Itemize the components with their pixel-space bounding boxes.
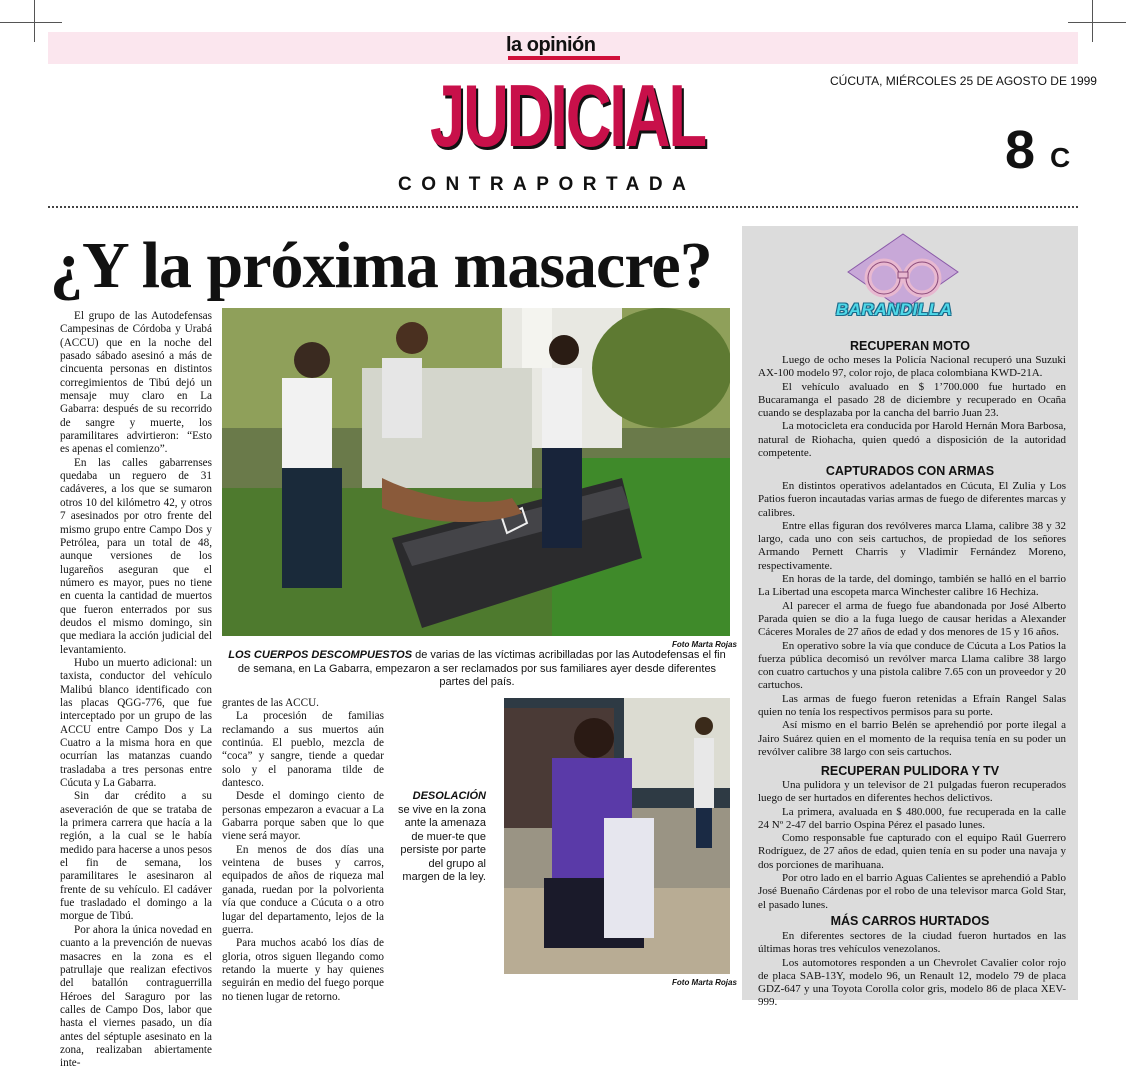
paragraph: Sin dar crédito a su aseveración de que se trataba de la primera carrera que hacía a la región, a la cual se le había medido para hacerse a unos pesos el fin de semana, los paramilitares le asesinaron al frente de su vehículo. El cadáver fue trasladado el domingo a la morgue de Tibú.: [60, 790, 212, 923]
paragraph: Hubo un muerto adicional: un taxista, conductor del vehículo Malibú blanco identificado con las placas QGG-776, que fue interceptado por un grupo de las ACCU entre Campo Dos y La Cuatro a la misma hora en que ocurrían las matanzas cuando trasladaba a tres personas entre Cúcuta y La Gabarra.: [60, 656, 212, 790]
paragraph: Por ahora la única novedad en cuanto a la prevención de nuevas masacres en la zona es el patrullaje que realizan efectivos del batallón contraguerrilla Héroes del Saraguro por las calles de Campo Dos, labor que hasta el viernes pasado, un día antes del séptuple asesinato en la zona, realizaban abiertamente inte-: [60, 923, 212, 1070]
caption-lead: LOS CUERPOS DESCOMPUESTOS: [228, 649, 413, 661]
logo-underline: [508, 56, 620, 60]
header-divider: [48, 206, 1078, 208]
secondary-photo: [504, 698, 730, 974]
paragraph: La motocicleta era conducida por Harold Hernán Mora Barbosa, natural de Riohacha, quien quedó a disposición de la autoridad competente.: [758, 420, 1066, 460]
dateline: CÚCUTA, MIÉRCOLES 25 DE AGOSTO DE 1999: [830, 74, 1097, 88]
paragraph: Desde el domingo ciento de personas empezaron a evacuar a La Gabarra porque saben que lo que viene será mayor.: [222, 790, 384, 843]
paragraph: En distintos operativos adelantados en Cúcuta, El Zulia y Los Patios fueron incautadas varias armas de fuego de diferentes marcas y calibres.: [758, 480, 1066, 519]
paragraph: Luego de ocho meses la Policía Nacional recuperó una Suzuki AX-100 modelo 97, color rojo, de placa colombiana KWD-21A.: [758, 354, 1066, 380]
paragraph: Los automotores responden a un Chevrolet Cavalier color rojo de placa SAB-13Y, modelo 96, un Renault 12, modelo 79 de placa GDZ-647 y una Toyota Corolla color gris, modelo 86 de placa XEV-999.: [758, 956, 1066, 1009]
sidebar-section-2: [758, 480, 1066, 759]
paragraph: grantes de las ACCU.: [222, 697, 319, 709]
article-column-1: [60, 310, 212, 1071]
photo-credit: Foto Marta Rojas: [672, 978, 737, 987]
main-photo: [222, 308, 730, 636]
paragraph: La procesión de familias reclamando a sus muertos aún continúa. El pueblo, mezcla de “coca” y sangre, tiende a quedar solo y el panorama tilde de dantesco.: [222, 710, 384, 790]
crop-mark: [0, 22, 62, 23]
caption-lead: DESOLACIÓN: [412, 790, 486, 802]
paragraph: En las calles gabarrenses quedaba un reguero de 31 cadáveres, a los que se sumaron otros 10 del kilómetro 42, y otros 7 asesinados por otro frente del mismo grupo entre Campo Dos y Petrólea, para un total de 48, aunque versiones de los lugareños aseguran que el número es mayor, pues no tiene en cuenta la cantidad de muertos que fueron enterrados por sus deudos el mismo domingo, sin que mediara la acción judicial del levantamiento.: [60, 456, 212, 656]
crop-mark: [1068, 22, 1126, 23]
crop-mark: [1092, 0, 1093, 42]
paragraph: Las armas de fuego fueron retenidas a Efraín Rangel Salas quien no tenía los respectivos permisos para su porte.: [758, 692, 1066, 719]
paragraph: Para muchos acabó los días de gloria, otros siguen llegando como retando la muerte y hay quienes seguirán en medio del fuego porque no tienen lugar de retorno.: [222, 937, 384, 1003]
page-number: 8: [1005, 120, 1036, 180]
paragraph: La primera, avaluada en $ 480.000, fue recuperada en la calle 24 Nº 2-47 del barrio Ospina Pérez el pasado lunes.: [758, 805, 1066, 831]
sidebar-title: BARANDILLA: [836, 300, 953, 319]
sidebar-heading: CAPTURADOS CON ARMAS: [825, 464, 995, 478]
caption-text: se vive en la zona ante la amenaza de muer-te que persiste por parte del grupo al margen de la ley.: [397, 803, 486, 883]
sidebar-section-4: [758, 930, 1066, 1010]
photo-credit: Foto Marta Rojas: [672, 640, 737, 649]
paragraph: En diferentes sectores de la ciudad fueron hurtados en las últimas horas tres vehículos venezolanos.: [758, 930, 1066, 956]
photo-seated-man: [504, 698, 730, 974]
sidebar-heading: RECUPERAN MOTO: [850, 339, 970, 353]
paragraph: Así mismo en el barrio Belén se aprehendió por porte ilegal a Jairo Suárez quien en el momento de la requisa tenía en su poder un revólver calibre 38 largo con seis cartuchos.: [758, 719, 1066, 758]
crop-mark: [34, 0, 35, 42]
newspaper-logo: la opinión: [506, 34, 596, 56]
photo-caption: [222, 649, 732, 690]
sidebar-heading: MÁS CARROS HURTADOS: [830, 914, 990, 928]
paragraph: El vehículo avaluado en $ 1’700.000 fue hurtado en Bucaramanga el pasado 28 de diciembre y recuperado en Ocaña cuando se desplazaba por la cancha del barrio Juan 23.: [758, 380, 1066, 420]
sidebar-section-1: [758, 354, 1066, 460]
sidebar-heading: RECUPERAN PULIDORA Y TV: [820, 764, 1000, 778]
sidebar-section-3: [758, 779, 1066, 912]
paragraph: En horas de la tarde, del domingo, también se halló en el barrio La Libertad una escopeta marca Winchester calibre 16 Hechiza.: [758, 573, 1066, 599]
paragraph: Como responsable fue capturado con el equipo Raúl Guerrero Rodríguez, de 27 años de edad, quien tenía en su poder una navaja y dos porciones de marihuana.: [758, 832, 1066, 871]
photo-side-caption: [396, 790, 486, 885]
paragraph: En operativo sobre la vía que conduce de Cúcuta a Los Patios la fuerza pública decomisó un revólver marca Llama calibre 38 largo con cuatro cartuchos y una pistola calibre 7.65 con un proveedor y 20 cartuchos.: [758, 639, 1066, 692]
section-title: JUDICIAL: [430, 66, 705, 165]
paragraph: El grupo de las Autodefensas Campesinas de Córdoba y Urabá (ACCU) que en la noche del pasado sábado asesinó a más de cincuenta personas en distintos corregimientos de Tibú dejó un mensaje muy claro en La Gabarra: después de su recorrido de sangre y muerte, los paramilitares advirtieron: “Esto es apenas el comienzo”.: [60, 310, 212, 456]
paragraph: Al parecer el arma de fuego fue abandonada por José Alberto Parada quien se dio a la fuga luego de causar heridas a Alexander Cáceres Morales de 27 años de edad y dos menores de 15 y 16 años.: [758, 599, 1066, 639]
page-letter: C: [1050, 142, 1071, 173]
subsection-title: CONTRAPORTADA: [398, 174, 696, 195]
paragraph: Una pulidora y un televisor de 21 pulgadas fueron recuperados luego de ser hurtados en diferentes hechos delictivos.: [758, 779, 1066, 805]
photo-burial-scene: [222, 308, 730, 636]
article-headline: ¿Y la próxima masacre?: [50, 229, 712, 302]
paragraph: En menos de dos días una veintena de buses y carros, equipados de años de riqueza mal ganada, ruedan por la polvorienta vía que conduce a Cúcuta o a otro lugar del departamento, lejos de la guerra.: [222, 843, 384, 936]
article-column-2: [222, 697, 384, 1004]
caption-text: de varias de las víctimas acribilladas por las Autodefensas el fin de semana, en La Gabarra, empezaron a ser reclamados por sus familiares ayer desde diferentes partes del país.: [237, 649, 726, 688]
paragraph: Por otro lado en el barrio Aguas Calientes se aprehendió a Pablo José Buenaño Cárdenas por el robo de una televisor marca Gold Star, el pasado lunes.: [758, 872, 1066, 911]
paragraph: Entre ellas figuran dos revólveres marca Llama, calibre 38 y 32 largo, cada uno con seis cartuchos, de propiedad de los señores Armando Pernett Charris y Vladimir Fernández Moreno, respectivamente.: [758, 519, 1066, 572]
